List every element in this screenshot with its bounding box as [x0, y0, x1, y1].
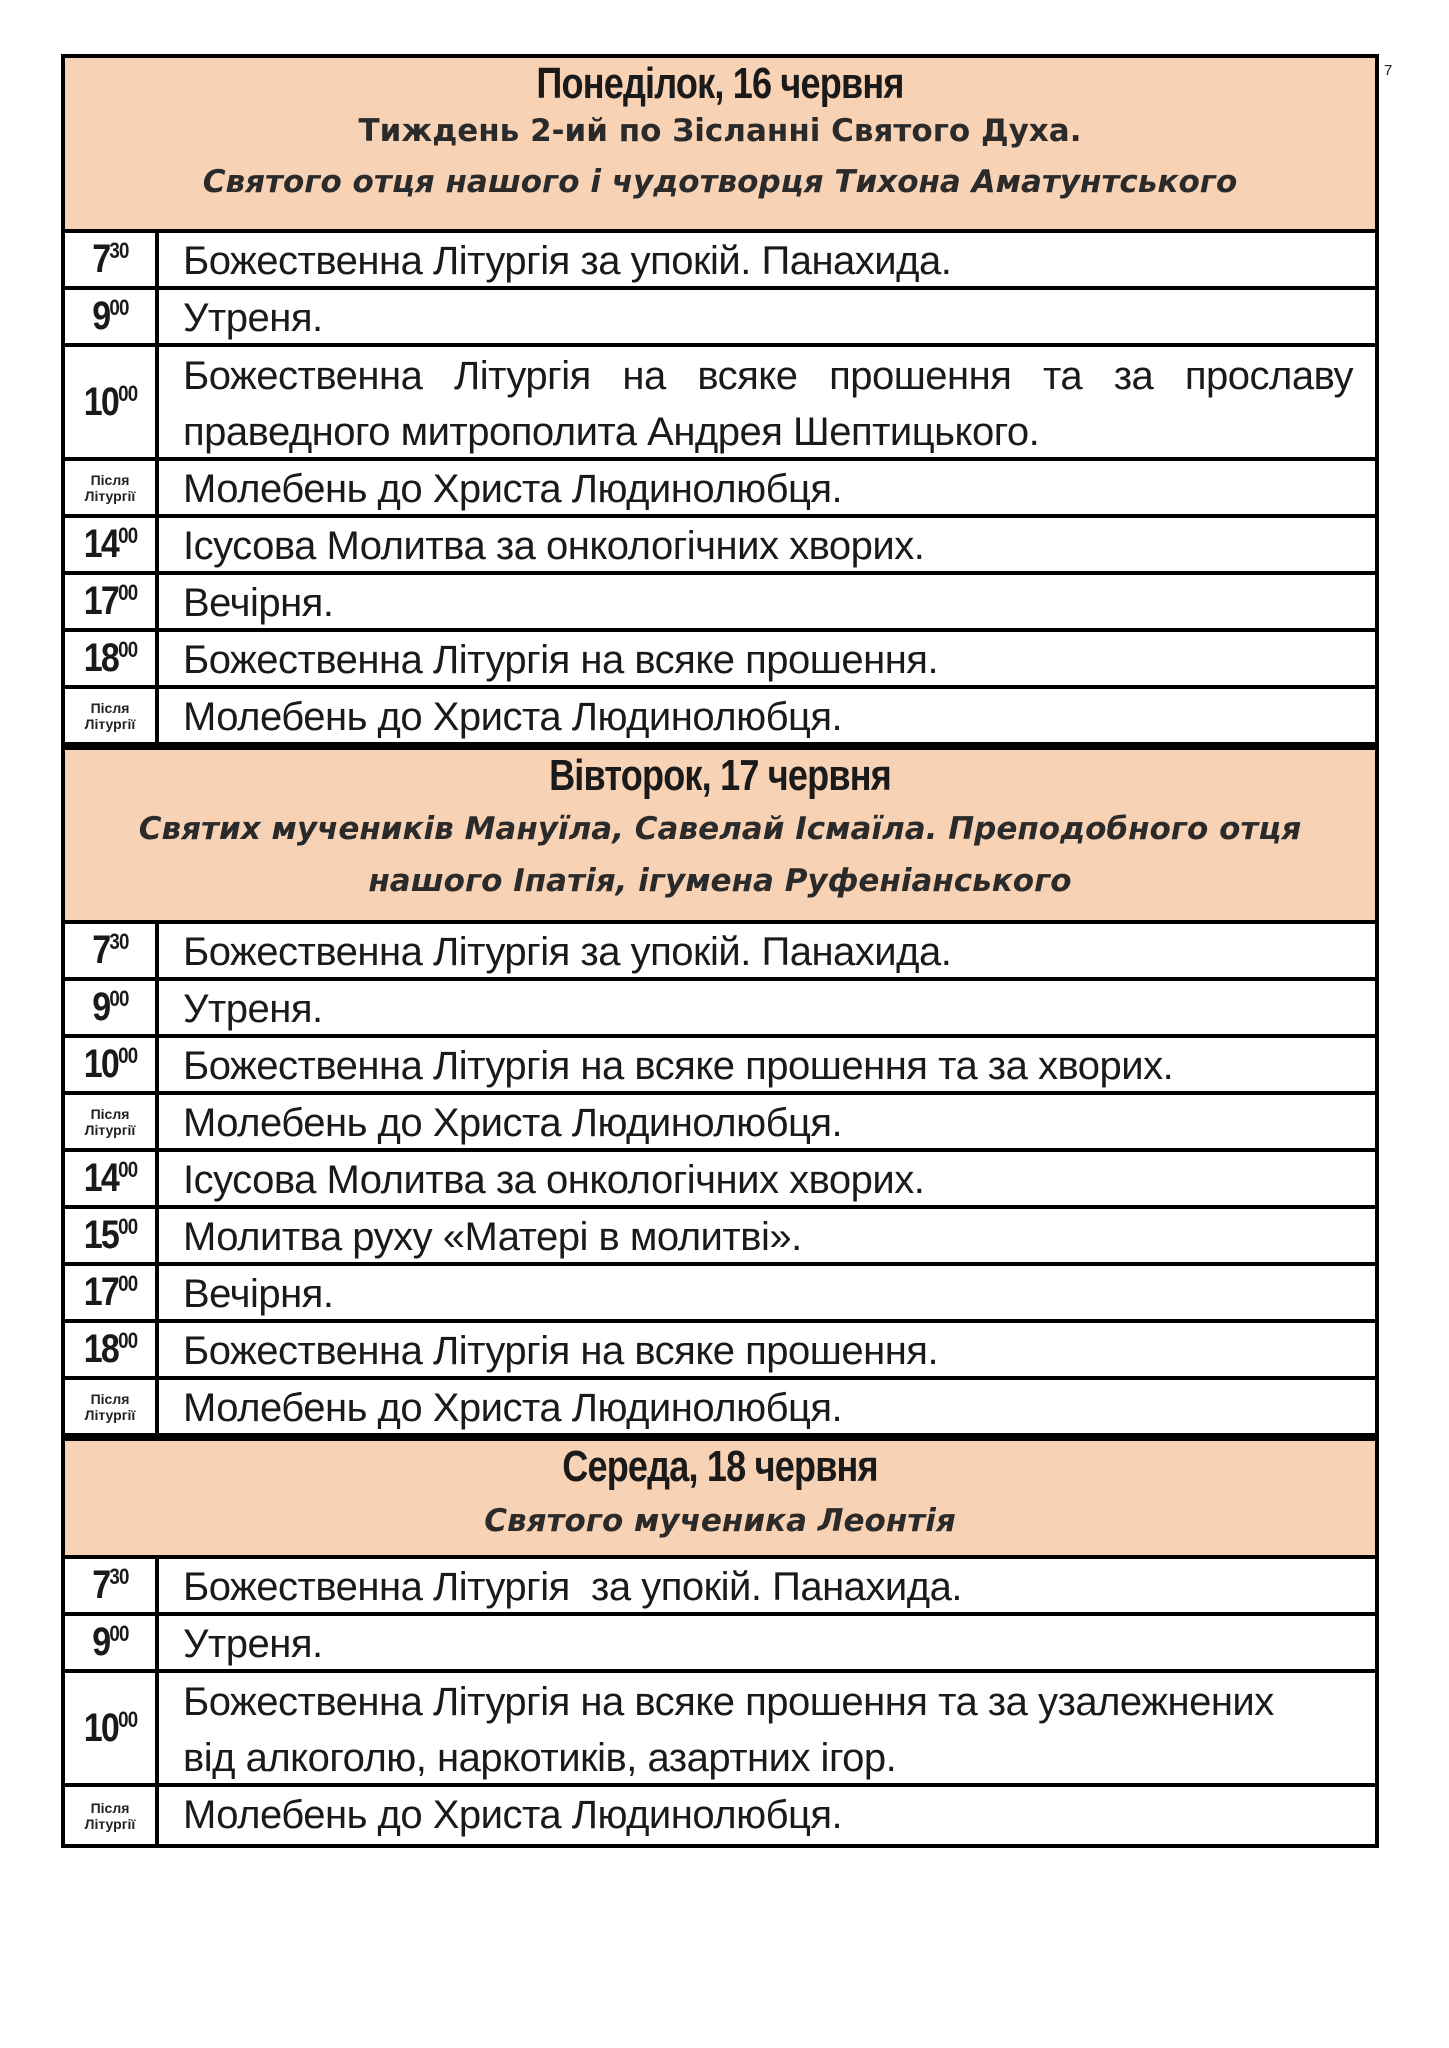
time-cell: $14^{00}$	[65, 518, 159, 571]
service-text: Божественна Літургія на всяке прошення та за прославу праведного митрополита Андрея Шептицького.	[183, 354, 1353, 454]
service-text	[159, 1673, 1375, 1783]
schedule-row	[65, 632, 1375, 689]
after-liturgy-cell: Після Літургії	[65, 461, 159, 514]
service-text: Утреня.	[183, 1622, 323, 1666]
schedule-row	[65, 518, 1375, 575]
service-text: Утреня.	[183, 987, 323, 1031]
after-liturgy-cell: Після Літургії	[65, 1380, 159, 1433]
schedule-row	[65, 1380, 1375, 1437]
saints-line: нашого Іпатія, ігумена Руфеніанського	[368, 863, 1072, 899]
service-text: Молебень до Христа Людинолюбця.	[183, 467, 843, 511]
schedule-table	[61, 54, 1379, 1848]
service-text: Ісусова Молитва за онкологічних хворих.	[183, 1158, 925, 1202]
time-cell: $7^{30}$	[65, 233, 159, 286]
schedule-row	[65, 1209, 1375, 1266]
saints-line: Святих мучеників Мануїла, Савелай Ісмаїла. Преподобного отця	[138, 811, 1302, 847]
day-title: Вівторок, 17 червня	[549, 751, 891, 800]
schedule-row	[65, 1266, 1375, 1323]
service-text: Божественна Літургія на всяке прошення.	[183, 1329, 939, 1373]
time-cell: $9^{00}$	[65, 1616, 159, 1669]
page-number: 7	[1384, 62, 1393, 79]
schedule-row	[65, 1323, 1375, 1380]
time-cell: $15^{00}$	[65, 1209, 159, 1262]
schedule-row	[65, 1152, 1375, 1209]
service-text: Молитва руху «Матері в молитві».	[183, 1215, 802, 1259]
schedule-row	[65, 461, 1375, 518]
time-cell: $7^{30}$	[65, 1559, 159, 1612]
saints-line: Святого отця нашого і чудотворця Тихона Аматунтського	[202, 164, 1238, 200]
service-text: Вечірня.	[183, 1272, 334, 1316]
service-text: Божественна Літургія на всяке прошення та за хворих.	[183, 1044, 1174, 1088]
schedule-row	[65, 233, 1375, 290]
service-text: Утреня.	[183, 296, 323, 340]
service-text-line: від алкоголю, наркотиків, азартних ігор.	[183, 1736, 897, 1780]
schedule-row	[65, 1787, 1375, 1844]
schedule-row	[65, 689, 1375, 746]
time-cell: $18^{00}$	[65, 632, 159, 685]
schedule-row	[65, 1616, 1375, 1673]
service-text: Молебень до Христа Людинолюбця.	[183, 1101, 843, 1145]
time-cell: $9^{00}$	[65, 290, 159, 343]
day-header-wednesday	[65, 1437, 1375, 1559]
time-cell: $9^{00}$	[65, 981, 159, 1034]
time-cell: $7^{30}$	[65, 924, 159, 977]
schedule-row	[65, 575, 1375, 632]
week-subtitle: Тиждень 2-ий по Зісланні Святого Духа.	[358, 113, 1082, 149]
schedule-row	[65, 1673, 1375, 1787]
after-liturgy-cell: Після Літургії	[65, 689, 159, 742]
service-text: Божественна Літургія за упокій. Панахида.	[183, 239, 952, 283]
service-text: Божественна Літургія за упокій. Панахида.	[183, 1565, 962, 1609]
time-cell: $10^{00}$	[65, 1038, 159, 1091]
time-cell: $17^{00}$	[65, 1266, 159, 1319]
schedule-row	[65, 1038, 1375, 1095]
day-header-tuesday	[65, 746, 1375, 924]
time-cell: $10^{00}$	[65, 347, 159, 457]
saints-line: Святого мученика Леонтія	[484, 1503, 956, 1539]
service-text: Божественна Літургія на всяке прошення.	[183, 638, 939, 682]
schedule-row	[65, 924, 1375, 981]
after-liturgy-cell: Після Літургії	[65, 1787, 159, 1844]
service-text: Ісусова Молитва за онкологічних хворих.	[183, 524, 925, 568]
time-cell: $10^{00}$	[65, 1673, 159, 1783]
day-title: Середа, 18 червня	[562, 1442, 878, 1491]
schedule-row	[65, 290, 1375, 347]
schedule-row	[65, 981, 1375, 1038]
schedule-row	[65, 347, 1375, 461]
time-cell: $18^{00}$	[65, 1323, 159, 1376]
service-text: Молебень до Христа Людинолюбця.	[183, 1386, 843, 1430]
service-text: Вечірня.	[183, 581, 334, 625]
service-text: Молебень до Христа Людинолюбця.	[183, 695, 843, 739]
schedule-row	[65, 1559, 1375, 1616]
service-text: Молебень до Христа Людинолюбця.	[183, 1793, 843, 1837]
day-header-monday	[65, 58, 1375, 233]
schedule-row	[65, 1095, 1375, 1152]
service-text-line: Божественна Літургія на всяке прошення та за узалежнених	[183, 1680, 1274, 1724]
time-cell: $14^{00}$	[65, 1152, 159, 1205]
time-cell: $17^{00}$	[65, 575, 159, 628]
service-text: Божественна Літургія за упокій. Панахида.	[183, 930, 952, 974]
after-liturgy-cell: Після Літургії	[65, 1095, 159, 1148]
day-title: Понеділок, 16 червня	[536, 59, 904, 108]
